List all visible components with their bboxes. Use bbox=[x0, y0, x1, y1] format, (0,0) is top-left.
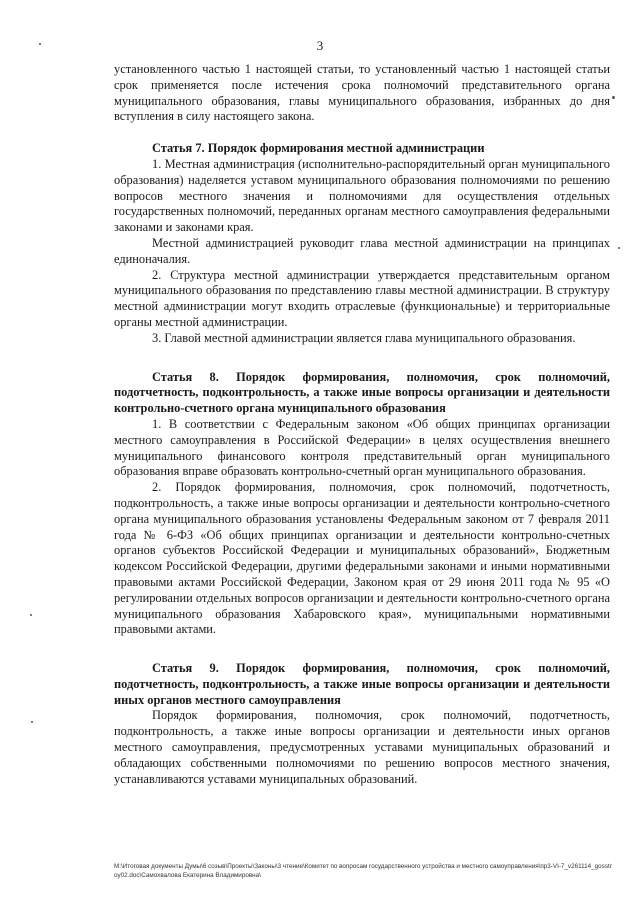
article-8-paragraph: 2. Порядок формирования, полномочия, срок полномочий, подотчетность, подконтрольность, а также иные вопросы организации и деятельности контрольно-счетного органа муниципального образования установлены Федеральным законом от 7 февраля 2011 года № 6-ФЗ «Об общих принципах организации и деятельности контрольно-счетных органов субъектов Российской Федерации и муниципальных образований», Бюджетным кодексом Российской Федерации, другими федеральными законами и иными нормативными правовыми актами Российской Федерации, Законом края от 29 июня 2011 года № 95 «О регулировании отдельных вопросов организации и деятельности контрольно-счетного органа муниципального образования Хабаровского края», муниципальными нормативными правовыми актами. bbox=[114, 480, 610, 637]
document-body bbox=[114, 62, 610, 787]
article-9-title: Статья 9. Порядок формирования, полномочия, срок полномочий, подотчетность, подконтрольность, а также иные вопросы организации и деятельности иных органов местного самоуправления bbox=[114, 661, 610, 707]
spacer bbox=[114, 125, 610, 141]
spacer bbox=[114, 638, 610, 661]
scan-speck bbox=[618, 247, 620, 249]
article-8-title: Статья 8. Порядок формирования, полномочия, срок полномочий, подотчетность, подконтрольность, а также иные вопросы организации и деятельности контрольно-счетного органа муниципального образования bbox=[114, 369, 610, 416]
scan-speck bbox=[39, 43, 41, 45]
article-7-paragraph: 1. Местная администрация (исполнительно-распорядительный орган муниципального образования) наделяется уставом муниципального образования полномочиями по решению вопросов местного значения и полномочиями для осуществления отдельных государственных полномочий, переданных органам местного самоуправления федеральными законами и законами края. bbox=[114, 156, 610, 235]
scan-speck bbox=[31, 721, 33, 723]
page-number: 3 bbox=[316, 38, 324, 53]
article-7-paragraph: 3. Главой местной администрации является глава муниципального образования. bbox=[152, 330, 576, 345]
article-9-paragraph: Порядок формирования, полномочия, срок полномочий, подотчетность, подконтрольность, а также иные вопросы организации и деятельности иных органов местного самоуправления, предусмотренных уставами муниципальных образований и обладающих собственными полномочиями по решению вопросов местного значения, устанавливаются уставами муниципальных образований. bbox=[114, 708, 610, 786]
scan-speck bbox=[612, 96, 615, 99]
article-7-paragraph: Местной администрацией руководит глава местной администрации на принципах единоначалия. bbox=[114, 235, 610, 266]
spacer bbox=[114, 347, 610, 370]
scan-speck bbox=[30, 614, 32, 616]
article-7-paragraph: 2. Структура местной администрации утверждается представительным органом муниципального образования по представлению главы местной администрации. В структуру местной администрации могут входить отраслевые (функциональные) и территориальные органы местной администрации. bbox=[114, 267, 610, 329]
article-7-title: Статья 7. Порядок формирования местной администрации bbox=[152, 141, 485, 156]
intro-paragraph: установленного частью 1 настоящей статьи, то установленный частью 1 настоящей статьи срок применяется после истечения срока полномочий представительного органа муниципального образования, главы муниципального образования, избранных до дня вступления в силу настоящего закона. bbox=[114, 62, 610, 124]
article-8-paragraph: 1. В соответствии с Федеральным законом «Об общих принципах организации местного самоуправления в Российской Федерации» в целях осуществления внешнего муниципального финансового контроля представительный орган муниципального образования вправе образовать контрольно-счетный орган муниципального образования. bbox=[114, 416, 610, 479]
file-path-footer: M:\Итоговая документы Думы\6 созыв\Проекты\Законы\3 чтение\Комитет по вопросам государственного устройства и местного самоуправления\пр3-VI-7_v261114_gosstroy02.doc\Самохвалова Екатерина Владимировна\ bbox=[114, 863, 612, 879]
